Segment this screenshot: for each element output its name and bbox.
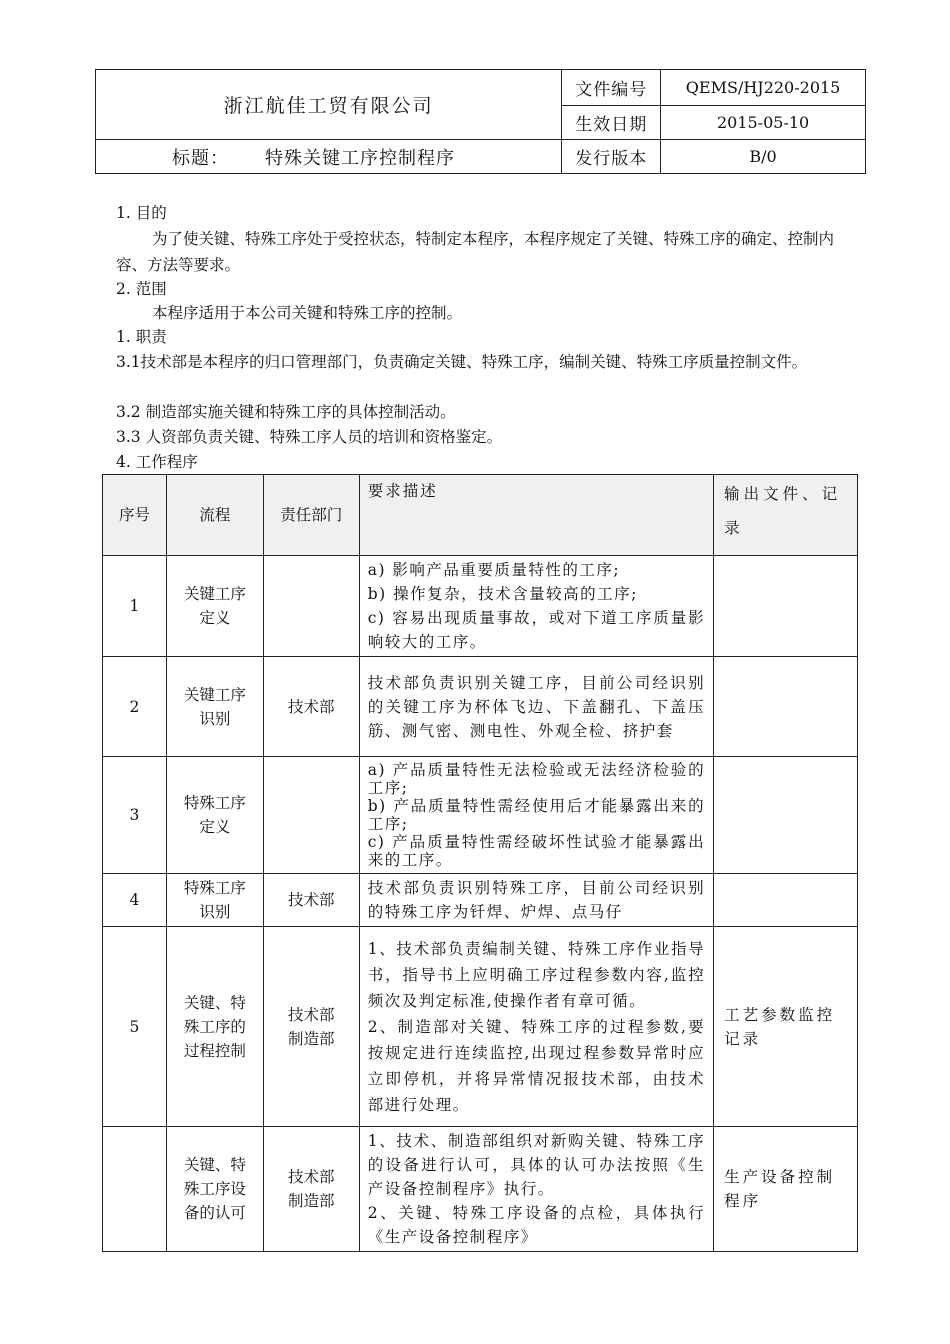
duty-item-3: 3.3 人资部负责关键、特殊工序人员的培训和资格鉴定。 — [116, 428, 503, 446]
req-line: a) 产品质量特性无法检验或无法经济检验的工序; — [367, 761, 706, 797]
duty-heading: 1. 职责 — [116, 328, 167, 346]
row-req — [359, 657, 713, 757]
req-line: b) 产品质量特性需经使用后才能暴露出来的工序; — [367, 797, 706, 833]
table-header-row — [103, 475, 858, 556]
purpose-text: 为了使关键、特殊工序处于受控状态，特制定本程序，本程序规定了关键、特殊工序的确定、控制内容、方法等要求。 — [116, 230, 835, 274]
title-text: 特殊关键工序控制程序 — [265, 147, 455, 169]
req-line: 2、关键、特殊工序设备的点检，具体执行《生产设备控制程序》 — [367, 1204, 706, 1246]
row-no: 4 — [103, 874, 167, 927]
req-line: 1、技术部负责编制关键、特殊工序作业指导书，指导书上应明确工序过程参数内容,监控频次及判定标准,使操作者有章可循。 — [367, 939, 706, 1010]
col-header-no: 序号 — [103, 475, 167, 556]
scope-text: 本程序适用于本公司关键和特殊工序的控制。 — [152, 304, 463, 322]
row-req — [359, 1127, 713, 1252]
col-header-req: 要求描述 — [359, 475, 713, 556]
doc-number-label: 文件编号 — [562, 70, 661, 106]
row-output — [714, 657, 858, 757]
row-no: 5 — [103, 927, 167, 1127]
req-line: c) 产品质量特性需经破坏性试验才能暴露出来的工序。 — [367, 833, 706, 869]
work-heading: 4. 工作程序 — [116, 453, 198, 471]
table-row — [103, 757, 858, 874]
req-line: 技术部负责识别特殊工序，目前公司经识别的特殊工序为钎焊、炉焊、点马仔 — [367, 879, 706, 921]
row-no: 2 — [103, 657, 167, 757]
row-output: 工艺参数监控记录 — [714, 927, 858, 1127]
table-row — [103, 927, 858, 1127]
table-row — [103, 874, 858, 927]
row-req — [359, 556, 713, 657]
effective-date-label: 生效日期 — [562, 106, 661, 140]
req-line: a) 影响产品重要质量特性的工序; — [367, 561, 621, 579]
version-label: 发行版本 — [562, 140, 661, 174]
req-line: b) 操作复杂，技术含量较高的工序; — [367, 585, 638, 603]
effective-date-value: 2015-05-10 — [661, 106, 866, 140]
document-header — [95, 69, 866, 174]
row-dept — [263, 757, 359, 874]
duty-item-1: 3.1技术部是本程序的归口管理部门，负责确定关键、特殊工序，编制关键、特殊工序质量控制文件。 — [116, 353, 808, 371]
scope-heading: 2. 范围 — [116, 280, 167, 298]
col-header-out: 输出文件、记录 — [714, 475, 858, 556]
row-flow: 特殊工序定义 — [166, 757, 263, 874]
row-flow: 关键工序识别 — [166, 657, 263, 757]
row-dept: 技术部 — [263, 874, 359, 927]
row-flow: 关键、特殊工序的过程控制 — [166, 927, 263, 1127]
row-dept — [263, 556, 359, 657]
col-header-flow: 流程 — [166, 475, 263, 556]
row-output — [714, 757, 858, 874]
table-row — [103, 657, 858, 757]
duty-item-2: 3.2 制造部实施关键和特殊工序的具体控制活动。 — [116, 403, 456, 421]
row-no — [103, 1127, 167, 1252]
row-flow: 特殊工序识别 — [166, 874, 263, 927]
req-line: c) 容易出现质量事故，或对下道工序质量影响较大的工序。 — [367, 609, 706, 651]
req-line: 2、制造部对关键、特殊工序的过程参数,要按规定进行连续监控,出现过程参数异常时应立即停机，并将异常情况报技术部，由技术部进行处理。 — [367, 1017, 706, 1114]
row-output: 生产设备控制程序 — [714, 1127, 858, 1252]
col-header-dept: 责任部门 — [263, 475, 359, 556]
purpose-heading: 1. 目的 — [116, 204, 167, 222]
title-label: 标题： — [172, 147, 229, 169]
row-output — [714, 556, 858, 657]
table-row — [103, 556, 858, 657]
row-dept: 技术部制造部 — [263, 927, 359, 1127]
req-line: 1、技术、制造部组织对新购关键、特殊工序的设备进行认可，具体的认可办法按照《生产设备控制程序》执行。 — [367, 1132, 706, 1198]
row-flow: 关键工序定义 — [166, 556, 263, 657]
row-flow: 关键、特殊工序设备的认可 — [166, 1127, 263, 1252]
document-title — [96, 140, 562, 174]
row-no: 3 — [103, 757, 167, 874]
row-output — [714, 874, 858, 927]
row-no: 1 — [103, 556, 167, 657]
company-name: 浙江航佳工贸有限公司 — [96, 70, 562, 140]
procedure-table — [102, 474, 858, 1252]
row-dept: 技术部 — [263, 657, 359, 757]
version-value: B/0 — [661, 140, 866, 174]
doc-number-value: QEMS/HJ220-2015 — [661, 70, 866, 106]
row-dept: 技术部制造部 — [263, 1127, 359, 1252]
row-req — [359, 927, 713, 1127]
table-row — [103, 1127, 858, 1252]
row-req — [359, 874, 713, 927]
req-line: 技术部负责识别关键工序，目前公司经识别的关键工序为杯体飞边、下盖翻孔、下盖压筋、测气密、测电性、外观全检、挤护套 — [367, 673, 706, 740]
row-req — [359, 757, 713, 874]
